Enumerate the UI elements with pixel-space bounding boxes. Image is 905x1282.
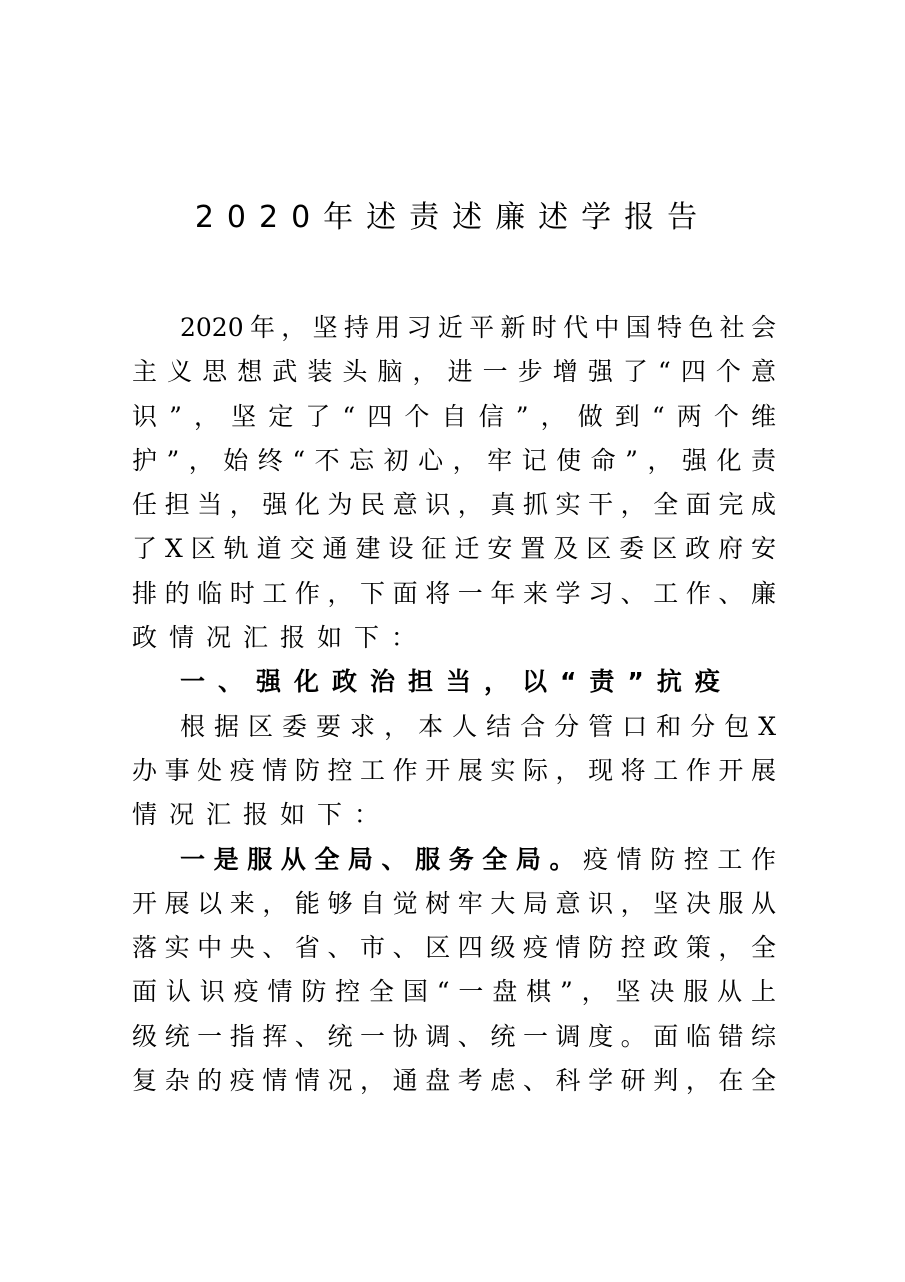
- text-line: 任担当，强化为民意识，真抓实干，全面完成: [132, 490, 776, 520]
- paragraph-3: [132, 838, 776, 1104]
- text-line: 护”，始终“不忘初心，牢记使命”，强化责: [132, 445, 776, 475]
- text-line: 识”，坚定了“四个自信”，做到“两个维: [132, 401, 776, 431]
- document-title: 2020年述责述廉述学报告: [194, 200, 711, 235]
- text-line: 排的临时工作，下面将一年来学习、工作、廉: [132, 578, 776, 608]
- document-body: [132, 306, 776, 1103]
- text-line: 开展以来，能够自觉树牢大局意识，坚决服从: [132, 888, 776, 918]
- section-heading: 一、强化政治担当，以“责”抗疫: [180, 667, 733, 697]
- text-line: 情况汇报如下：: [132, 800, 392, 830]
- text-line: 了X区轨道交通建设征迁安置及区委区政府安: [132, 534, 776, 564]
- text-line: 根据区委要求，本人结合分管口和分包X: [180, 711, 776, 741]
- text-line: 主义思想武装头脑，进一步增强了“四个意: [132, 357, 776, 387]
- text-line: 级统一指挥、统一协调、统一调度。面临错综: [132, 1021, 776, 1051]
- bold-lead-phrase: 一是服从全局、服务全局。: [180, 844, 584, 874]
- text-line: 2020年，坚持用习近平新时代中国特色社会: [180, 313, 776, 342]
- text-line: 面认识疫情防控全国“一盘棋”，坚决服从上: [132, 977, 776, 1007]
- paragraph-2: [132, 705, 776, 838]
- text-line: 政情况汇报如下：: [132, 623, 429, 653]
- text-line: 办事处疫情防控工作开展实际，现将工作开展: [132, 755, 776, 785]
- text-line: 落实中央、省、市、区四级疫情防控政策，全: [132, 933, 776, 963]
- text-span: 疫情防控工作: [583, 844, 776, 874]
- paragraph-1: [132, 306, 776, 660]
- text-line: 复杂的疫情情况，通盘考虑、科学研判，在全: [132, 1066, 776, 1096]
- text-line: [132, 838, 776, 882]
